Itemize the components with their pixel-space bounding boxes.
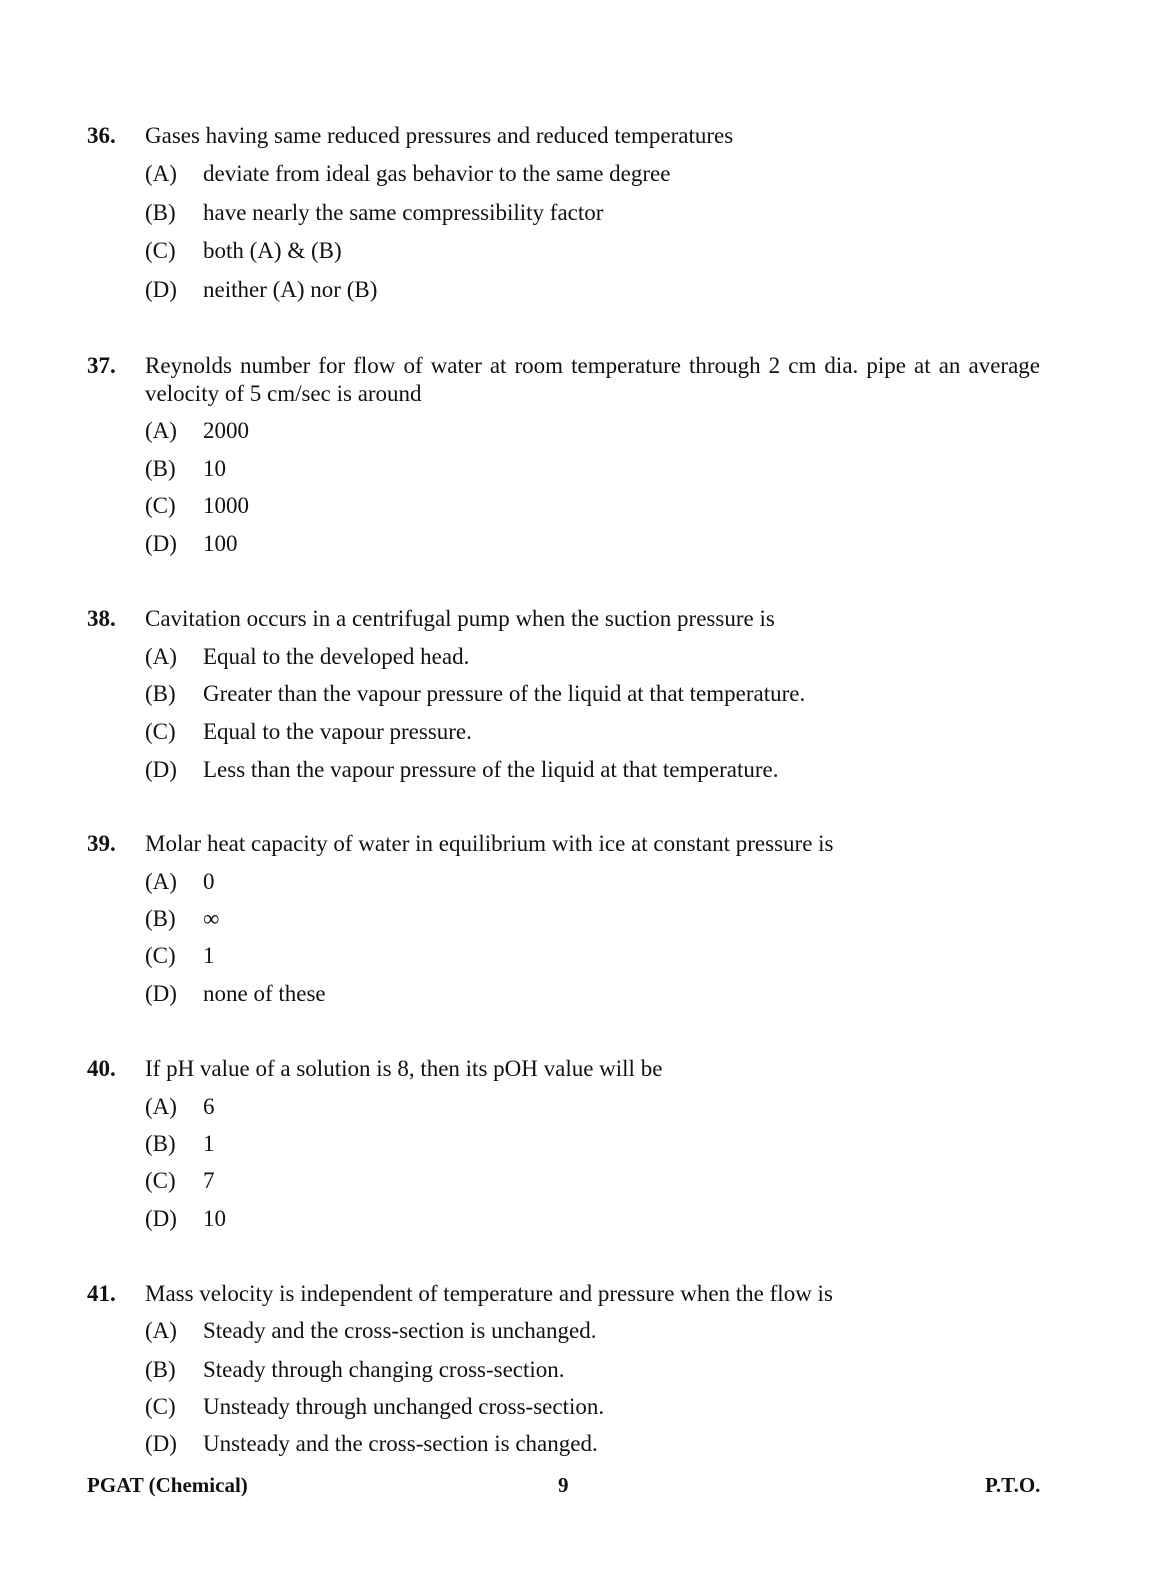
option-text: 7 [203,1168,215,1193]
option-label: (D) [145,757,177,782]
option-d [145,530,238,558]
option-label: (D) [145,531,177,556]
footer-page-number: 9 [558,1473,569,1497]
option-b [145,455,226,483]
option-a [145,160,670,188]
option-b [145,905,219,933]
option-text: Steady and the cross-section is unchanged. [203,1318,597,1343]
footer-exam-name: PGAT (Chemical) [87,1473,248,1497]
option-a [145,1317,596,1345]
option-label: (C) [145,238,176,263]
option-text: none of these [203,981,326,1006]
option-text: 0 [203,869,215,894]
option-label: (D) [145,1431,177,1456]
option-text: Equal to the vapour pressure. [203,719,472,744]
option-label: (C) [145,719,176,744]
option-text: 1000 [203,493,249,518]
option-label: (D) [145,981,177,1006]
option-d [145,1430,598,1458]
option-text: Equal to the developed head. [203,644,470,669]
option-label: (D) [145,277,177,302]
option-c [145,718,472,746]
option-label: (A) [145,418,177,443]
option-c [145,492,249,520]
footer-pto: P.T.O. [985,1473,1041,1497]
option-text: 1 [203,1131,215,1156]
option-text: 10 [203,1206,226,1231]
option-label: (C) [145,943,176,968]
option-text: ∞ [203,906,220,931]
option-text: both (A) & (B) [203,238,342,263]
option-text: Unsteady and the cross-section is changed. [203,1431,598,1456]
question-number: 39. [87,831,116,856]
option-label: (A) [145,161,177,186]
question-number: 41. [87,1281,116,1306]
option-c [145,237,342,265]
question-text: Reynolds number for flow of water at room temperature through 2 cm dia. pipe at an average velocity of 5 cm/sec is around [145,353,1040,406]
option-b [145,1356,565,1384]
option-label: (B) [145,1357,176,1382]
option-text: 2000 [203,418,249,443]
question-number: 37. [87,353,116,378]
question-number: 38. [87,606,116,631]
option-label: (B) [145,456,176,481]
option-label: (B) [145,1131,176,1156]
option-label: (C) [145,1394,176,1419]
option-c [145,1167,215,1195]
option-label: (A) [145,1094,177,1119]
option-text: Unsteady through unchanged cross-section. [203,1394,605,1419]
option-a [145,643,469,671]
option-d [145,756,778,784]
question-text: Molar heat capacity of water in equilibrium with ice at constant pressure is [145,831,834,856]
option-text: 1 [203,943,215,968]
question-text: Gases having same reduced pressures and reduced temperatures [145,123,734,148]
option-a [145,1093,215,1121]
option-label: (A) [145,869,177,894]
option-d [145,1205,226,1233]
option-text: Greater than the vapour pressure of the liquid at that temperature. [203,681,806,706]
option-b [145,199,603,227]
option-b [145,680,805,708]
option-label: (B) [145,906,176,931]
option-text: have nearly the same compressibility factor [203,200,604,225]
option-text: Steady through changing cross-section. [203,1357,565,1382]
option-c [145,1393,604,1421]
option-label: (B) [145,200,176,225]
option-label: (C) [145,493,176,518]
question-text: Cavitation occurs in a centrifugal pump when the suction pressure is [145,606,775,631]
option-label: (D) [145,1206,177,1231]
option-text: 6 [203,1094,215,1119]
option-text: 100 [203,531,238,556]
option-label: (A) [145,644,177,669]
option-c [145,942,215,970]
option-text: 10 [203,456,226,481]
question-text: Mass velocity is independent of temperature and pressure when the flow is [145,1281,833,1306]
option-a [145,417,249,445]
option-text: deviate from ideal gas behavior to the same degree [203,161,671,186]
question-number: 36. [87,123,116,148]
option-text: Less than the vapour pressure of the liquid at that temperature. [203,757,779,782]
question-number: 40. [87,1056,116,1081]
option-b [145,1130,215,1158]
option-label: (B) [145,681,176,706]
option-label: (C) [145,1168,176,1193]
option-d [145,276,377,304]
option-text: neither (A) nor (B) [203,277,378,302]
option-label: (A) [145,1318,177,1343]
option-a [145,868,215,896]
question-text: If pH value of a solution is 8, then its pOH value will be [145,1056,663,1081]
option-d [145,980,326,1008]
